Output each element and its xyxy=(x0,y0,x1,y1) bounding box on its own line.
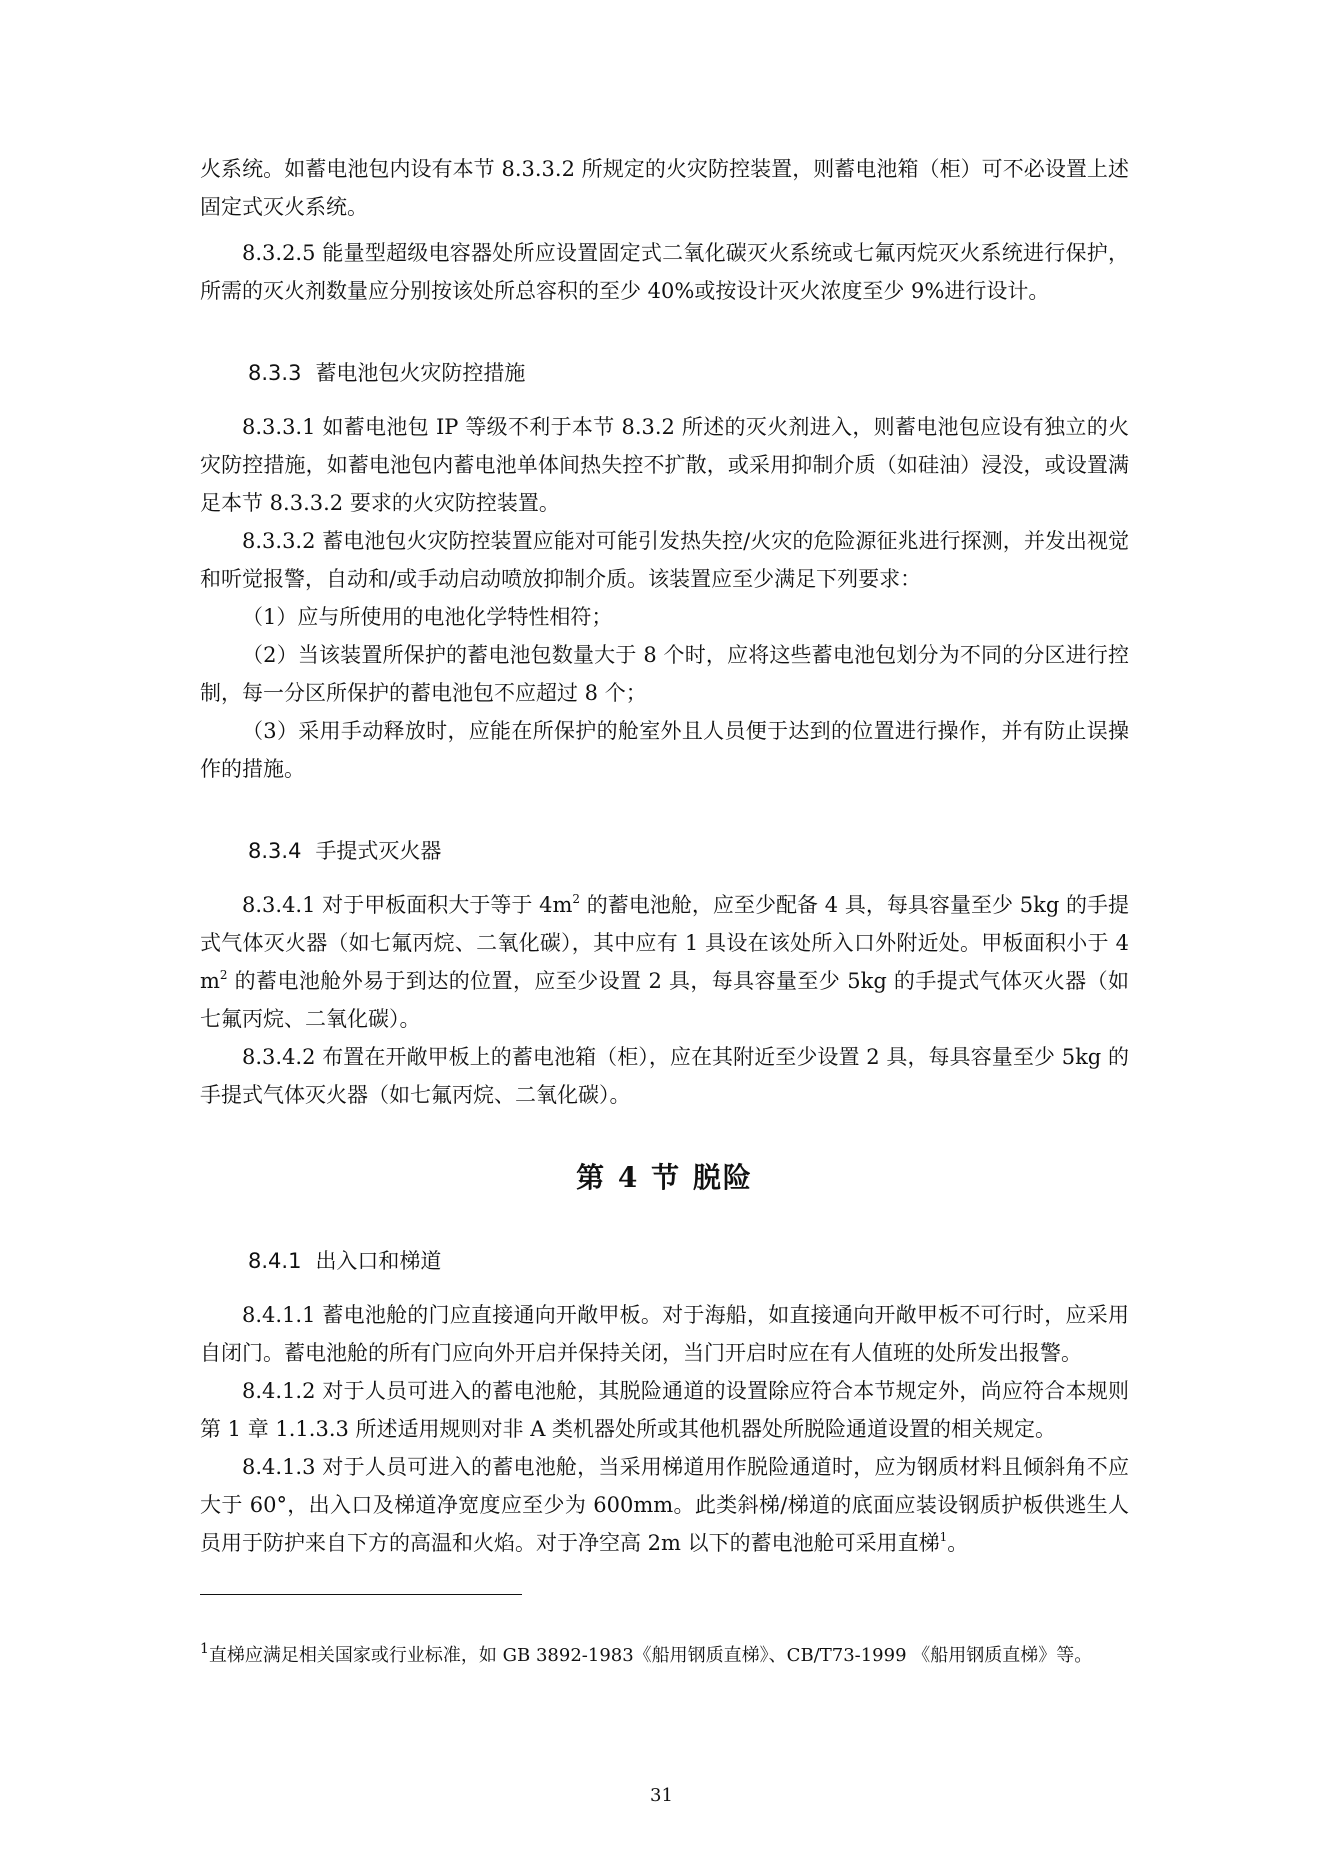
subheading-title: 手提式灭火器 xyxy=(315,839,442,863)
footnote-marker: 1 xyxy=(200,1641,209,1657)
subheading-number: 8.4.1 xyxy=(248,1249,302,1273)
footnote-divider xyxy=(200,1594,522,1595)
paragraph-8-3-4-1: 8.3.4.1 对于甲板面积大于等于 $4m^2$ 的蓄电池舱，应至少配备 4 具，每具容量至少 5kg 的手提式气体灭火器（如七氟丙烷、二氧化碳），其中应有 1 具设在该处所入口外附近处。甲板面积小于 $4m^2$ 的蓄电池舱外易于到达的位置，应至少设置 2 具，每具容量至少 5kg 的手提式气体灭火器（如七氟丙烷、二氧化碳）。 xyxy=(200,892,1130,1031)
paragraph-8-3-2-5: 8.3.2.5 能量型超级电容器处所应设置固定式二氧化碳灭火系统或七氟丙烷灭火系统进行保护，所需的灭火剂数量应分别按该处所总容积的至少 40%或按设计灭火浓度至少 9%进行设计。 xyxy=(200,241,1129,303)
footnote-text: 直梯应满足相关国家或行业标准，如 GB 3892-1983《船用钢质直梯》、CB/T73-1999 《船用钢质直梯》等。 xyxy=(208,1645,1093,1666)
page-number: 31 xyxy=(650,1785,673,1806)
subheading-8-3-3 xyxy=(200,354,1129,392)
subheading-number: 8.3.3 xyxy=(248,361,302,385)
footnote-reference[interactable]: 1 xyxy=(939,1530,948,1544)
list-item-2: （2）当该装置所保护的蓄电池包数量大于 8 个时，应将这些蓄电池包划分为不同的分区进行控制，每一分区所保护的蓄电池包不应超过 8 个； xyxy=(200,643,1129,705)
subheading-8-3-4 xyxy=(200,832,1129,870)
paragraph-8-3-3-1: 8.3.3.1 如蓄电池包 IP 等级不利于本节 8.3.2 所述的灭火剂进入，则蓄电池包应设有独立的火灾防控措施，如蓄电池包内蓄电池单体间热失控不扩散，或采用抑制介质（如硅油）浸没，或设置满足本节 8.3.3.2 要求的火灾防控装置。 xyxy=(200,415,1129,515)
list-item-3: （3）采用手动释放时，应能在所保护的舱室外且人员便于达到的位置进行操作，并有防止误操作的措施。 xyxy=(200,719,1129,781)
page-body xyxy=(200,150,1129,1562)
paragraph-8-3-4-2: 8.3.4.2 布置在开敞甲板上的蓄电池箱（柜），应在其附近至少设置 2 具，每具容量至少 5kg 的手提式气体灭火器（如七氟丙烷、二氧化碳）。 xyxy=(200,1045,1129,1107)
paragraph-8-4-1-3: 8.4.1.3 对于人员可进入的蓄电池舱，当采用梯道用作脱险通道时，应为钢质材料且倾斜角不应大于 60°，出入口及梯道净宽度应至少为 600mm。此类斜梯/梯道的底面应装设钢质护板供逃生人员用于防护来自下方的高温和火焰。对于净空高 2m 以下的蓄电池舱可采用直梯$^1$。 xyxy=(200,1455,1129,1555)
paragraph-8-3-3-2: 8.3.3.2 蓄电池包火灾防控装置应能对可能引发热失控/火灾的危险源征兆进行探测，并发出视觉和听觉报警，自动和/或手动启动喷放抑制介质。该装置应至少满足下列要求： xyxy=(200,529,1129,591)
paragraph-continuation: 火系统。如蓄电池包内设有本节 8.3.3.2 所规定的火灾防控装置，则蓄电池箱（柜）可不必设置上述固定式灭火系统。 xyxy=(200,157,1129,219)
paragraph-8-4-1-1: 8.4.1.1 蓄电池舱的门应直接通向开敞甲板。对于海船，如直接通向开敞甲板不可行时，应采用自闭门。蓄电池舱的所有门应向外开启并保持关闭，当门开启时应在有人值班的处所发出报警。 xyxy=(200,1303,1129,1365)
subheading-title: 出入口和梯道 xyxy=(315,1249,442,1273)
paragraph-8-4-1-2: 8.4.1.2 对于人员可进入的蓄电池舱，其脱险通道的设置除应符合本节规定外，尚应符合本规则第 1 章 1.1.3.3 所述适用规则对非 A 类机器处所或其他机器处所脱险通道设置的相关规定。 xyxy=(200,1379,1129,1441)
list-item-1: （1）应与所使用的电池化学特性相符； xyxy=(242,605,613,629)
section-title: 第 4 节 脱险 xyxy=(576,1161,753,1194)
footnote xyxy=(200,1628,1129,1683)
subheading-number: 8.3.4 xyxy=(248,839,302,863)
subheading-title: 蓄电池包火灾防控措施 xyxy=(315,361,526,385)
subheading-8-4-1 xyxy=(200,1242,1129,1280)
